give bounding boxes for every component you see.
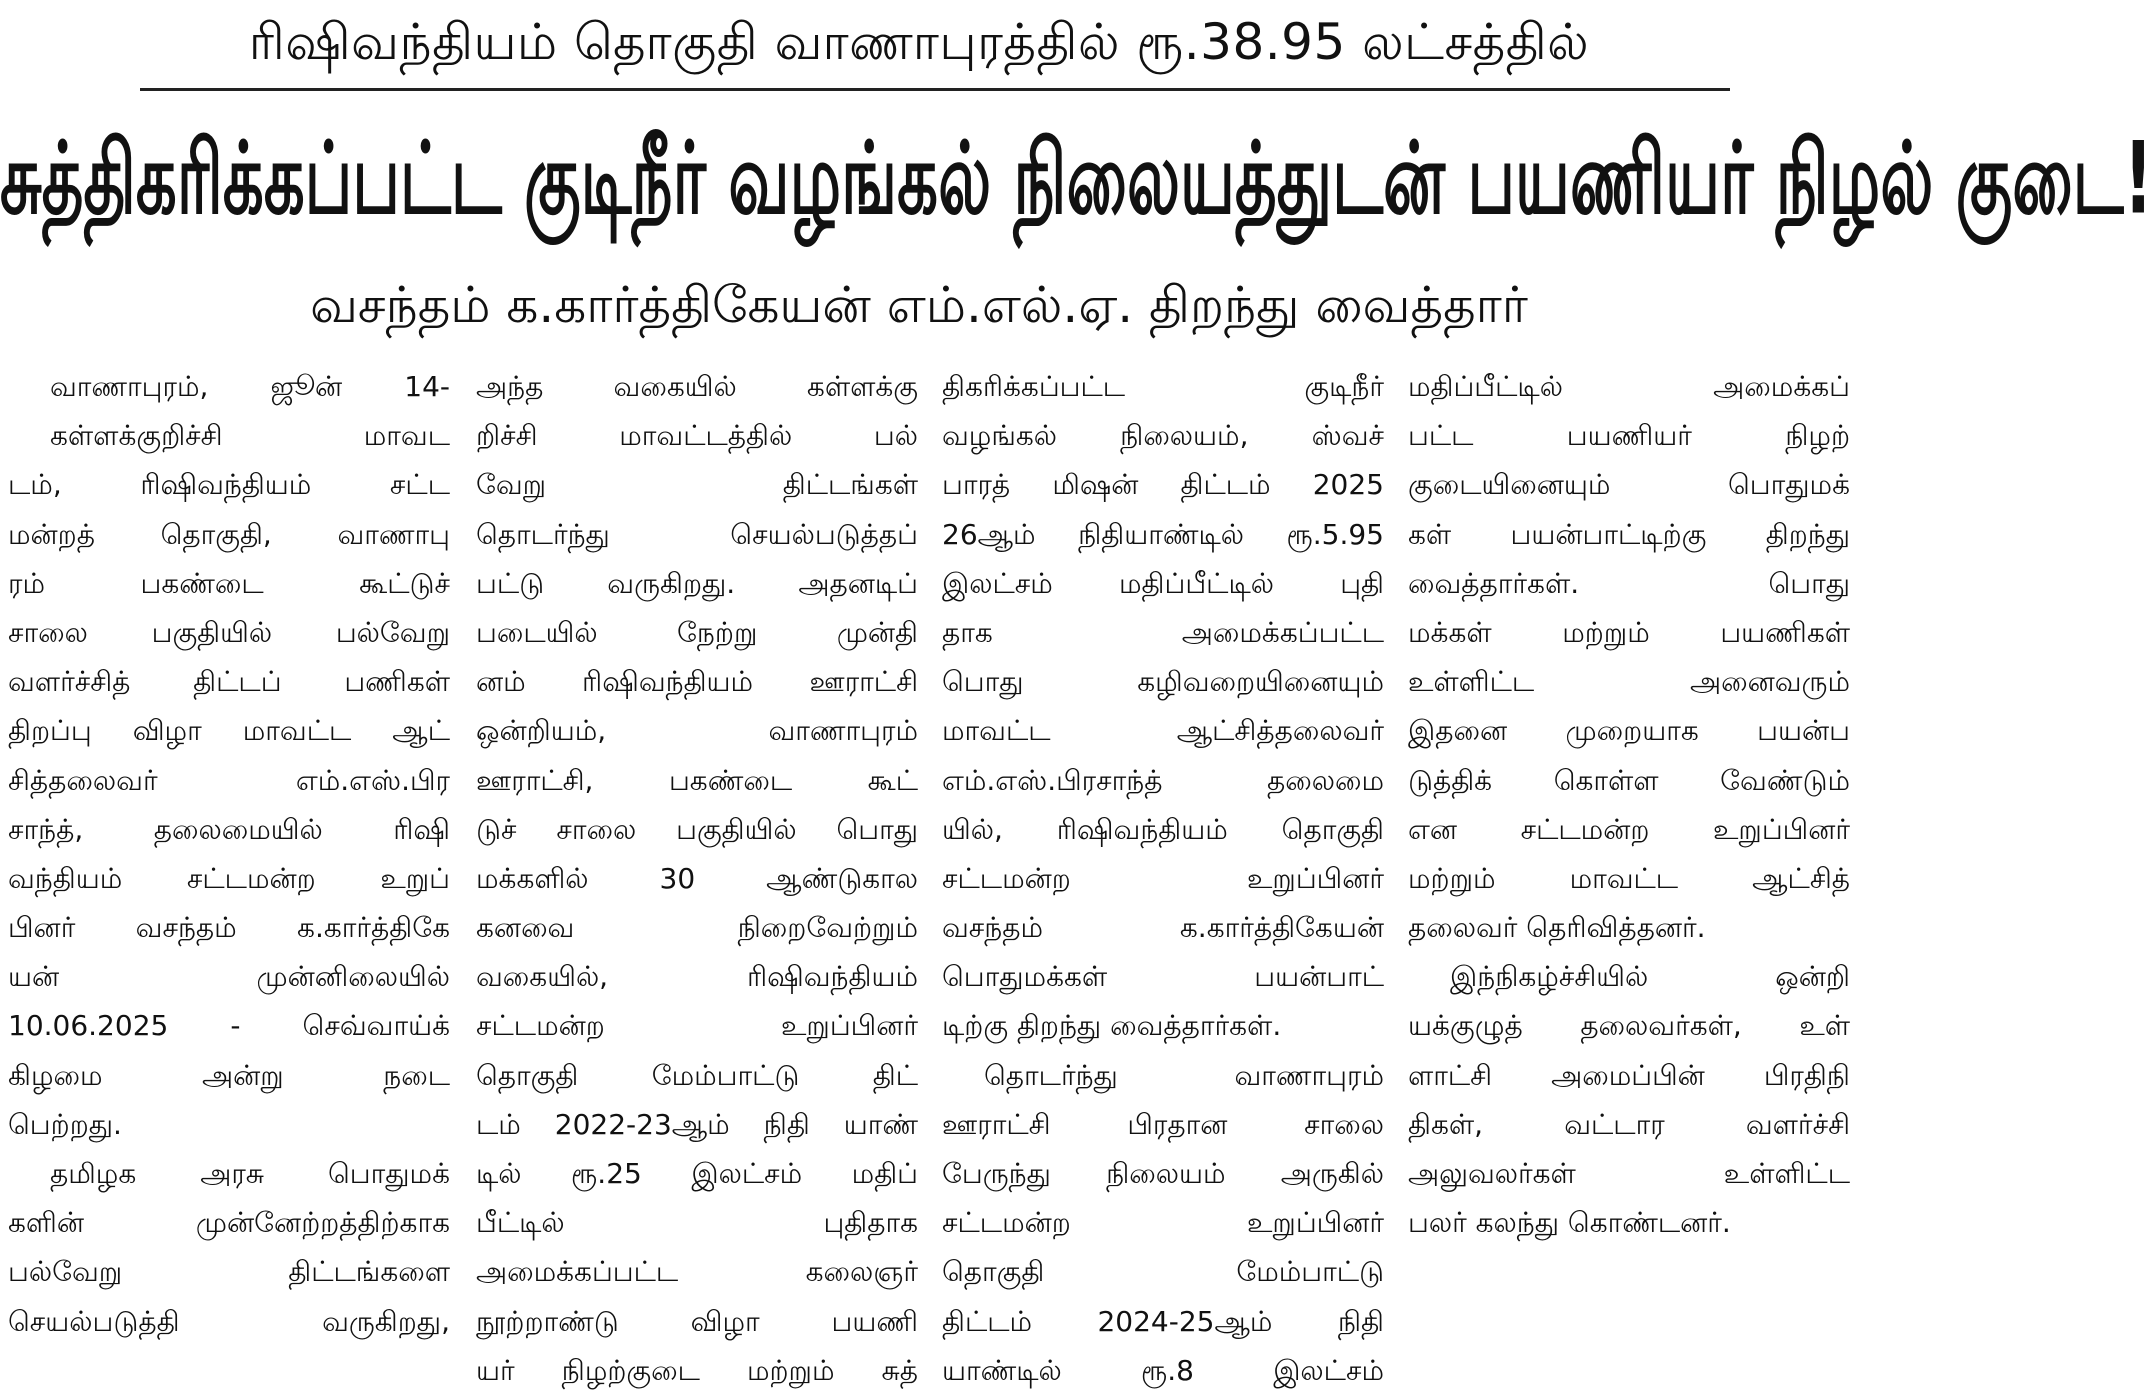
kicker-heading: ரிஷிவந்தியம் தொகுதி வாணாபுரத்தில் ரூ.38.95 லட்சத்தில் [248,13,1590,71]
text-line: அந்த வகையில் கள்ளக்கு [476,370,918,403]
text-line: வசந்தம் க.கார்த்திகேயன் [942,911,1384,945]
text-line: யாண்டில் ரூ.8 இலட்சம் [942,1353,1384,1387]
text-line: பீட்டில் புதிதாக [476,1206,918,1240]
text-line: 10.06.2025 - செவ்வாய்க் [8,1009,450,1043]
article-body [8,362,1850,1387]
text-line: தொடர்ந்து வாணாபுரம் [984,1058,1384,1092]
text-line: வைத்தார்கள். பொது [1408,566,1850,600]
text-line: னம் ரிஷிவந்தியம் ஊராட்சி [476,665,918,699]
text-line: என சட்டமன்ற உறுப்பினர் [1408,812,1850,846]
text-line: மன்றத் தொகுதி, வாணாபு [8,517,450,551]
text-line: கனவை நிறைவேற்றும் [476,911,918,945]
text-line: பல்வேறு திட்டங்களை [8,1255,450,1289]
text-line: 26ஆம் நிதியாண்டில் ரூ.5.95 [942,517,1384,551]
text-line: சட்டமன்ற உறுப்பினர் [476,1009,918,1043]
text-line: கள்ளக்குறிச்சி மாவட [50,419,450,453]
text-line: பினர் வசந்தம் க.கார்த்திகே [8,911,450,945]
text-line: பெற்றது. [8,1107,122,1141]
text-line: மாவட்ட ஆட்சித்தலைவர் [942,714,1384,748]
text-line: பொது கழிவறையினையும் [942,665,1384,699]
text-line: பலர் கலந்து கொண்டனர். [1408,1206,1731,1240]
text-line: தொகுதி மேம்பாட்டு [942,1255,1384,1289]
text-line: மதிப்பீட்டில் அமைக்கப் [1408,370,1850,403]
text-line: வந்தியம் சட்டமன்ற உறுப் [8,861,450,895]
text-line: கள் பயன்பாட்டிற்கு திறந்து [1408,517,1850,551]
text-line: ஊராட்சி பிரதான சாலை [942,1107,1384,1141]
text-line: இந்நிகழ்ச்சியில் ஒன்றி [1450,960,1850,994]
text-line: குடையினையும் பொதுமக் [1408,468,1850,502]
text-line: களின் முன்னேற்றத்திற்காக [8,1206,450,1240]
text-line: பொதுமக்கள் பயன்பாட் [942,960,1384,994]
text-line: சித்தலைவர் எம்.எஸ்.பிர [8,763,450,797]
text-line: உள்ளிட்ட அனைவரும் [1408,665,1850,699]
text-line: பட்டு வருகிறது. அதனடிப் [476,566,918,600]
text-line: சட்டமன்ற உறுப்பினர் [942,861,1384,895]
text-line: திகள், வட்டார வளர்ச்சி [1408,1107,1850,1141]
text-line: தொடர்ந்து செயல்படுத்தப் [476,517,918,551]
text-line: இலட்சம் மதிப்பீட்டில் புதி [942,566,1384,600]
text-line: திறப்பு விழா மாவட்ட ஆட் [8,714,450,748]
text-line: றிச்சி மாவட்டத்தில் பல் [476,419,918,453]
text-line: அலுவலர்கள் உள்ளிட்ட [1408,1157,1850,1190]
text-line: மக்கள் மற்றும் பயணிகள் [1408,615,1850,649]
text-line: இதனை முறையாக பயன்ப [1408,714,1850,748]
text-line: டுச் சாலை பகுதியில் பொது [476,812,918,846]
text-line: டம் 2022-23ஆம் நிதி யாண் [476,1107,918,1141]
text-line: வாணாபுரம், ஜூன் 14- [50,370,450,403]
text-line: தொகுதி மேம்பாட்டு திட் [476,1058,918,1092]
text-line: சாந்த், தலைமையில் ரிஷி [8,812,450,846]
text-line: கிழமை அன்று நடை [8,1058,450,1092]
text-line: மற்றும் மாவட்ட ஆட்சித் [1408,861,1850,895]
text-line: வகையில், ரிஷிவந்தியம் [476,960,918,994]
text-line: வழங்கல் நிலையம், ஸ்வச் [942,419,1384,453]
text-line: தமிழக அரசு பொதுமக் [50,1157,450,1190]
text-line: யில், ரிஷிவந்தியம் தொகுதி [942,812,1384,846]
text-line: திட்டம் 2024-25ஆம் நிதி [942,1304,1384,1338]
text-line: டம், ரிஷிவந்தியம் சட்ட [8,468,450,502]
text-line: பாரத் மிஷன் திட்டம் 2025 [942,468,1384,502]
subheadline: வசந்தம் க.கார்த்திகேயன் எம்.எல்.ஏ. திறந்து வைத்தார் [310,276,1528,334]
text-line: யர் நிழற்குடை மற்றும் சுத் [476,1353,918,1387]
text-line: தலைவர் தெரிவித்தனர். [1408,911,1706,945]
text-line: திகரிக்கப்பட்ட குடிநீர் [942,370,1384,403]
article-column-1 [8,362,450,1338]
text-line: ஒன்றியம், வாணாபுரம் [476,714,918,748]
text-line: டில் ரூ.25 இலட்சம் மதிப் [476,1157,918,1190]
text-line: தாக அமைக்கப்பட்ட [942,615,1384,649]
text-line: யன் முன்னிலையில் [8,960,450,994]
text-line: மக்களில் 30 ஆண்டுகால [476,861,918,895]
text-line: வளர்ச்சித் திட்டப் பணிகள் [8,665,450,699]
text-line: பட்ட பயணியர் நிழற் [1408,419,1850,453]
article-column-4 [1408,362,1850,1290]
text-line: ளாட்சி அமைப்பின் பிரதிநி [1408,1058,1850,1092]
article-column-2 [476,362,918,1387]
text-line: நூற்றாண்டு விழா பயணி [476,1304,918,1338]
text-line: சாலை பகுதியில் பல்வேறு [8,615,450,649]
text-line: சட்டமன்ற உறுப்பினர் [942,1206,1384,1240]
text-line: வேறு திட்டங்கள் [476,468,918,502]
text-line: ஊராட்சி, பகண்டை கூட் [476,763,918,797]
text-line: டுத்திக் கொள்ள வேண்டும் [1408,763,1850,797]
article-column-3 [942,362,1384,1387]
headline: சுத்திகரிக்கப்பட்ட குடிநீர் வழங்கல் நிலையத்துடன் பயணியர் நிழல் குடை! [0,122,2153,238]
text-line: படையில் நேற்று முன்தி [476,615,918,649]
text-line: செயல்படுத்தி வருகிறது, [8,1304,450,1338]
text-line: யக்குழுத் தலைவர்கள், உள் [1408,1009,1850,1043]
text-line: எம்.எஸ்.பிரசாந்த் தலைமை [942,763,1384,797]
text-line: அமைக்கப்பட்ட கலைஞர் [476,1255,918,1289]
text-line: பேருந்து நிலையம் அருகில் [942,1157,1384,1190]
text-line: டிற்கு திறந்து வைத்தார்கள். [942,1009,1282,1043]
text-line: ரம் பகண்டை கூட்டுச் [8,566,450,600]
